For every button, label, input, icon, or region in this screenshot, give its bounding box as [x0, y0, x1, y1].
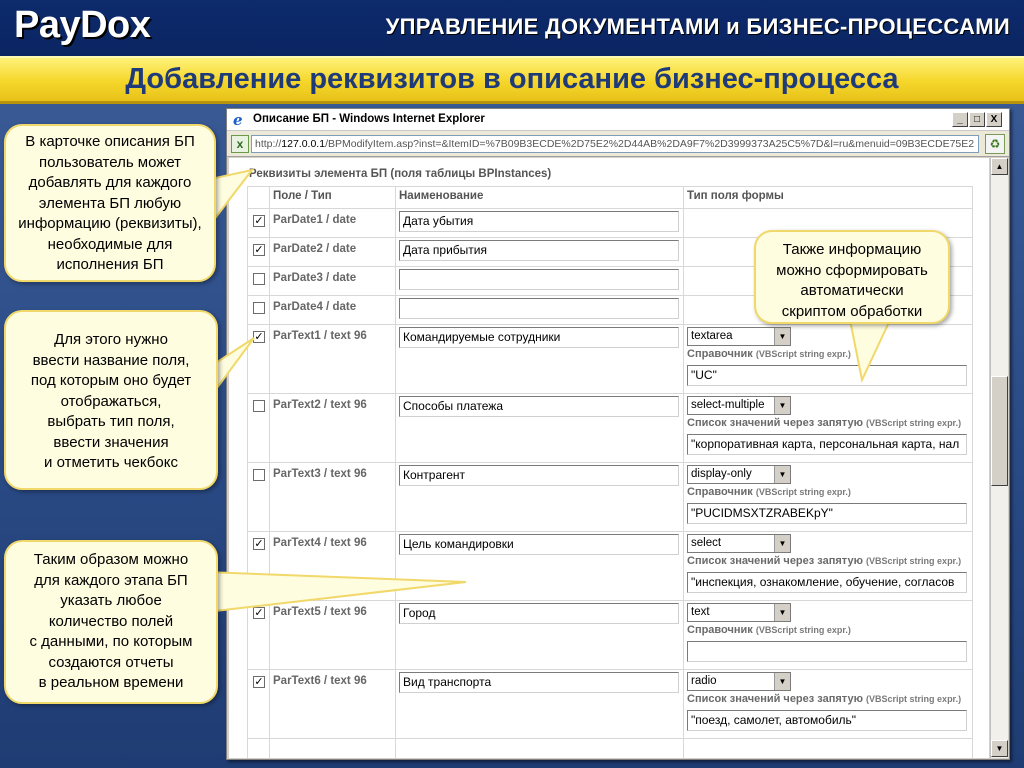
field-name-input[interactable]: Контрагент	[399, 465, 679, 486]
callout-text: Таким образом можно для каждого этапа БП указать любое количество полей с данными, по которым создаются отчеты в реальном времени	[29, 551, 193, 691]
minimize-button[interactable]: _	[952, 112, 968, 127]
field-name-input[interactable]: Цель командировки	[399, 534, 679, 555]
expression-caption-hint: (VBScript string expr.)	[755, 349, 851, 359]
go-icon[interactable]: ♻	[985, 134, 1005, 154]
row-checkbox[interactable]: ✓	[254, 215, 264, 227]
select-value: select-multiple	[691, 399, 765, 411]
column-header-field: Поле / Тип	[273, 190, 332, 202]
field-name-input[interactable]: Дата прибытия	[399, 240, 679, 261]
row-checkbox[interactable]: ✓	[254, 607, 264, 619]
expression-caption-hint: (VBScript string expr.)	[866, 418, 962, 428]
paydox-logo: PayDox	[14, 4, 151, 46]
dropdown-arrow-icon[interactable]: ▼	[774, 397, 790, 414]
callout-how-to-add	[4, 310, 218, 490]
slide-subtitle: УПРАВЛЕНИЕ ДОКУМЕНТАМИ и БИЗНЕС-ПРОЦЕССАМИ	[385, 14, 1010, 39]
expression-caption-text: Список значений через запятую	[687, 417, 863, 429]
expression-caption-text: Справочник	[687, 624, 753, 636]
select-value: textarea	[691, 330, 733, 342]
field-type-label: ParText5 / text 96	[273, 606, 367, 618]
slide-title: Добавление реквизитов в описание бизнес-процесса	[125, 63, 899, 95]
expression-caption-text: Справочник	[687, 348, 753, 360]
expression-caption-hint: (VBScript string expr.)	[755, 487, 851, 497]
address-prefix: http://	[255, 138, 282, 150]
select-value: radio	[691, 675, 717, 687]
row-checkbox[interactable]: ✓	[254, 676, 264, 688]
field-name-input[interactable]: Вид транспорта	[399, 672, 679, 693]
field-type-label: ParDate2 / date	[273, 243, 357, 255]
dropdown-arrow-icon[interactable]: ▼	[774, 328, 790, 345]
column-header-form-type: Тип поля формы	[687, 190, 784, 202]
field-name-input[interactable]: Город	[399, 603, 679, 624]
field-type-label: ParDate3 / date	[273, 272, 357, 284]
field-type-label: ParDate4 / date	[273, 301, 357, 313]
callout-pointer-4	[850, 320, 890, 380]
dropdown-arrow-icon[interactable]: ▼	[774, 604, 790, 621]
row-checkbox[interactable]: ✓	[254, 538, 264, 550]
dropdown-arrow-icon[interactable]: ▼	[774, 466, 790, 483]
scroll-down-icon[interactable]: ▼	[991, 740, 1008, 757]
field-type-label: ParText3 / text 96	[273, 468, 367, 480]
page-icon: x	[231, 135, 249, 153]
expression-input[interactable]: "поезд, самолет, автомобиль"	[687, 710, 967, 731]
field-name-input[interactable]: Способы платежа	[399, 396, 679, 417]
callout-text: Также информацию можно сформировать автоматически скриптом обработки	[776, 241, 928, 320]
row-checkbox[interactable]: ✓	[254, 244, 264, 256]
address-host: 127.0.0.1	[281, 138, 326, 150]
close-button[interactable]: X	[986, 112, 1002, 127]
section-title: Реквизиты элемента БП (поля таблицы BPInstances)	[249, 168, 552, 180]
dropdown-arrow-icon[interactable]: ▼	[774, 673, 790, 690]
row-checkbox[interactable]: ✓	[254, 331, 264, 343]
callout-text: В карточке описания БП пользователь может добавлять для каждого элемента БП любую информацию (реквизиты), необходимые для исполнения БП	[18, 133, 202, 273]
expression-caption-hint: (VBScript string expr.)	[866, 556, 962, 566]
expression-input[interactable]: "инспекция, ознакомление, обучение, согласов	[687, 572, 967, 593]
address-path: /BPModifyItem.asp?inst=&ItemID=%7B09B3ECDE%2D75E2%2D44AB%2DA9F7%2D3999373A25C5%7D&l=ru&menuid=09B3ECDE75E2	[325, 138, 975, 150]
select-value: display-only	[691, 468, 752, 480]
field-type-label: ParText6 / text 96	[273, 675, 367, 687]
field-type-label: ParText2 / text 96	[273, 399, 367, 411]
field-type-label: ParText4 / text 96	[273, 537, 367, 549]
expression-input[interactable]: "UC"	[687, 365, 967, 386]
maximize-button[interactable]: □	[969, 112, 985, 127]
field-type-label: ParText1 / text 96	[273, 330, 367, 342]
expression-input[interactable]: "корпоративная карта, персональная карта, нал	[687, 434, 967, 455]
ie-logo-icon: e	[233, 111, 243, 129]
callout-reports	[4, 540, 218, 704]
field-name-input[interactable]: Дата убытия	[399, 211, 679, 232]
expression-input[interactable]: "PUCIDMSXTZRABEKpY"	[687, 503, 967, 524]
select-value: select	[691, 537, 722, 549]
field-name-input[interactable]: Командируемые сотрудники	[399, 327, 679, 348]
window-title: Описание БП - Windows Internet Explorer	[253, 113, 485, 125]
callout-requisites-info	[4, 124, 216, 282]
scroll-up-icon[interactable]: ▲	[991, 158, 1008, 175]
select-value: text	[691, 606, 710, 618]
expression-caption-hint: (VBScript string expr.)	[866, 694, 962, 704]
expression-caption-hint: (VBScript string expr.)	[755, 625, 851, 635]
field-type-label: ParDate1 / date	[273, 214, 357, 226]
callout-pointer-3	[206, 572, 466, 612]
expression-caption-text: Список значений через запятую	[687, 693, 863, 705]
callout-text: Для этого нужно ввести название поля, под которым оно будет отображаться, выбрать тип поля, ввести значения и отметить чекбокс	[30, 331, 192, 471]
expression-caption-text: Список значений через запятую	[687, 555, 863, 567]
expression-caption-text: Справочник	[687, 486, 753, 498]
column-header-name: Наименование	[399, 190, 484, 202]
callout-script	[754, 230, 950, 324]
dropdown-arrow-icon[interactable]: ▼	[774, 535, 790, 552]
